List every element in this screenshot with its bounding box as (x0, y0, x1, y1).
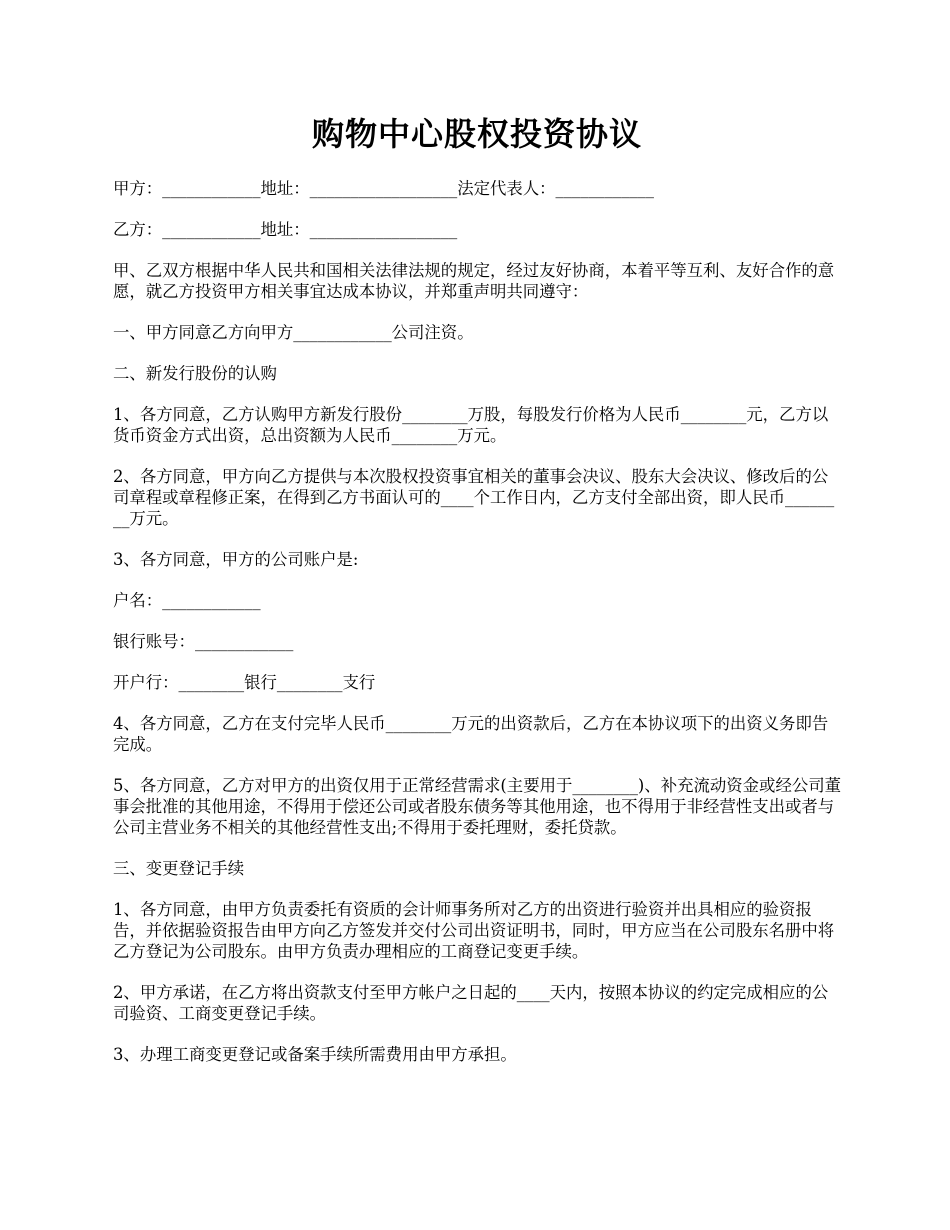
account-number-line: 银行账号：____________ (113, 632, 294, 651)
section-2-clause-4: 4、各方同意，乙方在支付完毕人民币________万元的出资款后，乙方在本协议项下的出资义务即告完成。 (113, 714, 829, 754)
section-3-heading: 三、变更登记手续 (113, 859, 245, 878)
document-title: 购物中心股权投资协议 (311, 115, 642, 153)
section-3-clause-1: 1、各方同意，由甲方负责委托有资质的会计师事务所对乙方的出资进行验资并出具相应的验资报告，并依据验资报告由甲方向乙方签发并交付公司出资证明书，同时，甲方应当在公司股东名册中将乙方登记为公司股东。由甲方负责办理相应的工商登记变更手续。 (113, 900, 835, 961)
party-a-line: 甲方：____________地址：__________________法定代表人：____________ (113, 179, 654, 198)
preamble-paragraph: 甲、乙双方根据中华人民共和国相关法律法规的规定，经过友好协商，本着平等互利、友好合作的意愿，就乙方投资甲方相关事宜达成本协议，并郑重声明共同遵守： (113, 261, 835, 301)
section-2-heading: 二、新发行股份的认购 (113, 364, 277, 383)
section-2-clause-3: 3、各方同意，甲方的公司账户是: (113, 550, 359, 569)
section-2-clause-5: 5、各方同意，乙方对甲方的出资仅用于正常经营需求(主要用于________)、补充流动资金或经公司董事会批准的其他用途，不得用于偿还公司或者股东债务等其他用途，也不得用于非经营性支出或者与公司主营业务不相关的其他经营性支出;不得用于委托理财，委托贷款。 (113, 776, 842, 837)
section-3-clause-3: 3、办理工商变更登记或备案手续所需费用由甲方承担。 (113, 1045, 517, 1064)
bank-branch-line: 开户行：________银行________支行 (113, 673, 376, 692)
party-b-line: 乙方：____________地址：__________________ (113, 220, 458, 239)
section-2-clause-1: 1、各方同意，乙方认购甲方新发行股份________万股，每股发行价格为人民币________元，乙方以货币资金方式出资，总出资额为人民币________万元。 (113, 405, 829, 445)
document-page (113, 112, 841, 1085)
section-3-clause-2: 2、甲方承诺，在乙方将出资款支付至甲方帐户之日起的____天内，按照本协议的约定完成相应的公司验资、工商变更登记手续。 (113, 983, 829, 1023)
account-name-line: 户名：____________ (113, 591, 261, 610)
section-2-clause-2: 2、各方同意，甲方向乙方提供与本次股权投资事宜相关的董事会决议、股东大会决议、修改后的公司章程或章程修正案，在得到乙方书面认可的____个工作日内，乙方支付全部出资，即人民币________万元。 (113, 467, 835, 528)
section-1-paragraph: 一、甲方同意乙方向甲方____________公司注资。 (113, 323, 474, 342)
